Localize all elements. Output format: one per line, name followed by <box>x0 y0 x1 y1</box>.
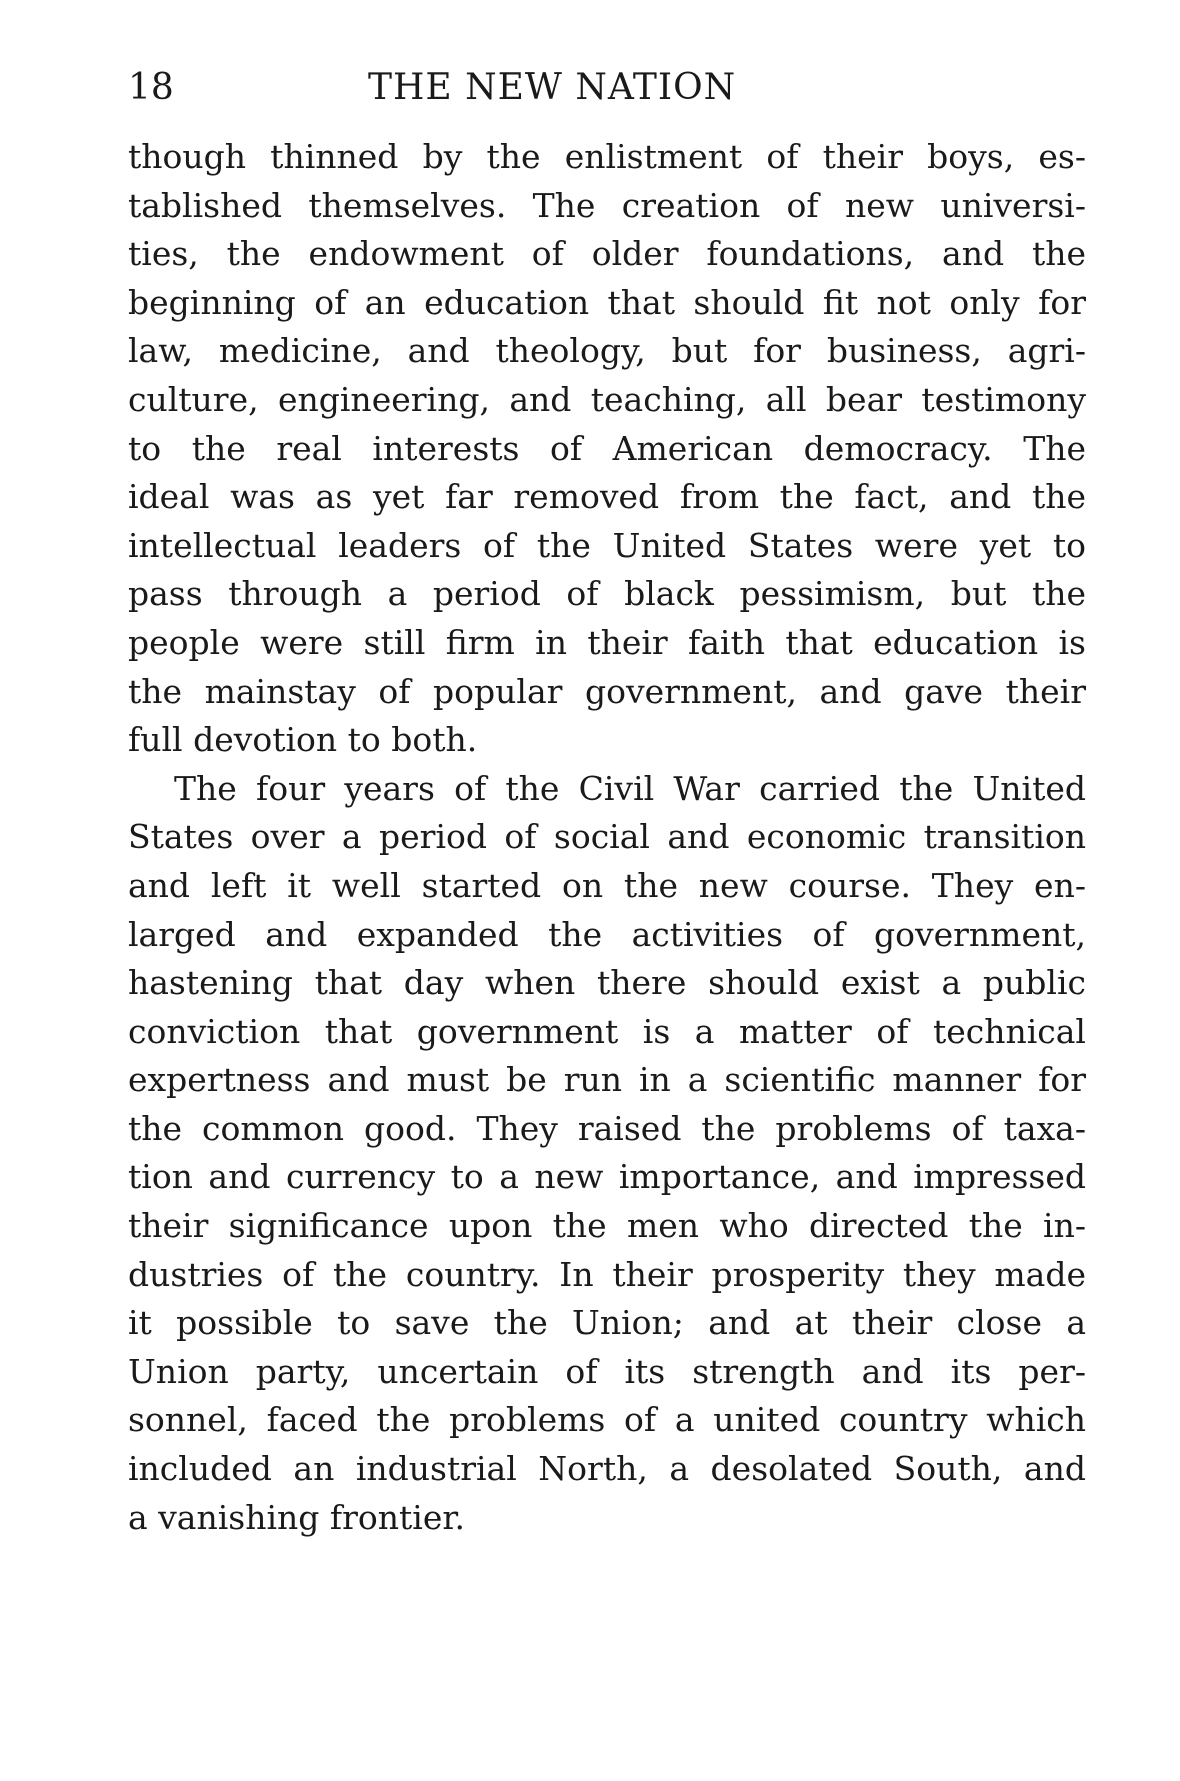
text-line: The four years of the Civil War carried the United <box>174 768 1086 808</box>
text-line: ties, the endowment of older foundations, and the <box>128 234 1086 274</box>
text-line: beginning of an education that should fit not only for <box>128 282 1086 322</box>
text-line: ideal was as yet far removed from the fact, and the <box>128 477 1086 517</box>
text-line: people were still firm in their faith that education is <box>128 622 1086 662</box>
text-line: dustries of the country. In their prosperity they made <box>128 1254 1086 1294</box>
body-text <box>128 133 1086 1542</box>
text-line: States over a period of social and economic transition <box>128 817 1086 857</box>
text-line: tion and currency to a new importance, and impressed <box>128 1157 1086 1197</box>
text-line: their significance upon the men who directed the in- <box>128 1206 1086 1246</box>
text-line: and left it well started on the new course. They en- <box>128 865 1086 905</box>
text-line: expertness and must be run in a scientific manner for <box>128 1060 1086 1100</box>
text-line: intellectual leaders of the United States were yet to <box>128 525 1086 565</box>
text-line: a vanishing frontier. <box>128 1497 465 1537</box>
paragraph <box>128 765 1086 1543</box>
text-line: full devotion to both. <box>128 720 478 760</box>
text-line: law, medicine, and theology, but for business, agri- <box>128 331 1086 371</box>
text-line: the mainstay of popular government, and gave their <box>128 671 1086 711</box>
text-line: hastening that day when there should exist a public <box>128 963 1086 1003</box>
text-line: Union party, uncertain of its strength and its per- <box>128 1351 1086 1391</box>
text-line: larged and expanded the activities of government, <box>128 914 1086 954</box>
text-line: the common good. They raised the problems of taxa- <box>128 1108 1086 1148</box>
paragraph <box>128 133 1086 765</box>
running-title: THE NEW NATION <box>368 67 737 108</box>
page-number: 18 <box>128 67 174 108</box>
text-line: included an industrial North, a desolated South, and <box>128 1449 1086 1489</box>
text-line: it possible to save the Union; and at their close a <box>128 1303 1086 1343</box>
text-line: tablished themselves. The creation of new universi- <box>128 185 1086 225</box>
running-head <box>128 58 1086 118</box>
text-line: to the real interests of American democracy. The <box>128 428 1086 468</box>
text-line: though thinned by the enlistment of their boys, es- <box>128 137 1086 176</box>
text-line: pass through a period of black pessimism, but the <box>128 574 1086 614</box>
text-line: conviction that government is a matter of technical <box>128 1011 1086 1051</box>
text-line: culture, engineering, and teaching, all bear testimony <box>128 379 1086 419</box>
text-line: sonnel, faced the problems of a united country which <box>128 1400 1086 1440</box>
